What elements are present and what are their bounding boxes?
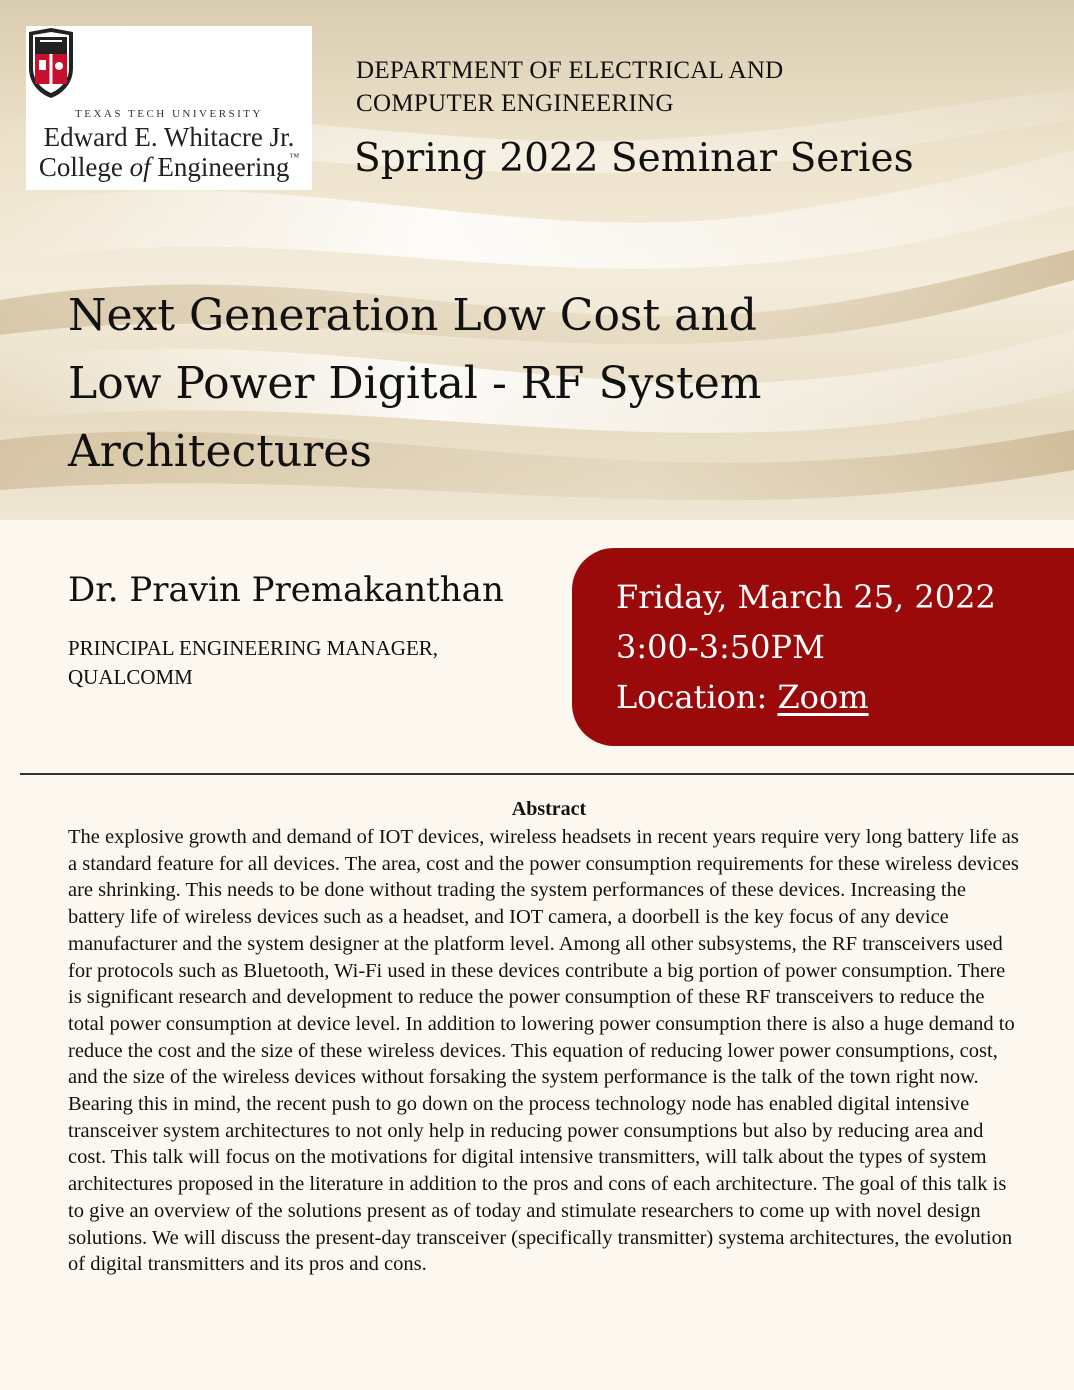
abstract-text: The explosive growth and demand of IOT devices, wireless headsets in recent years require very long battery life as a standard feature for all devices. The area, cost and the power consumption requirements for these wireless devices are shrinking. This needs to be done without trading the system performances of these devices. Increasing the battery life of wireless devices such as a headset, and IOT camera, a doorbell is the key focus of any device manufacturer and the system designer at the platform level. Among all other subsystems, the RF transceivers used for protocols such as Bluetooth, Wi-Fi used in these devices contribute a big portion of power consumption. There is significant research and development to reduce the power consumption of these RF transceivers to reduce the total power consumption at device level. In addition to lowering power consumption there is also a huge demand to reduce the cost and the size of these wireless devices. This equation of reducing lower power consumptions, cost, and the size of the wireless devices without forsaking the system performance is the talk of the town right now. Bearing this in mind, the recent push to go down on the process technology node has enabled digital intensive transceiver system architectures to not only help in reducing power consumptions but also by reducing area and cost. This talk will focus on the motivations for digital intensive transmitters, will talk about the types of system architectures proposed in the literature in addition to the pros and cons of each architecture. The goal of this talk is to give an overview of the solutions present as of today and stimulate researchers to come up with novel design solutions. We will discuss the present-day transceiver (specifically transmitter) systema architectures, the evolution of digital transmitters and its pros and cons. (68, 826, 1019, 1276)
event-details-box (572, 548, 1074, 746)
seminar-series-title: Spring 2022 Seminar Series (354, 136, 914, 181)
speaker-role: PRINCIPAL ENGINEERING MANAGER, QUALCOMM (68, 636, 439, 689)
event-time: 3:00-3:50PM (616, 628, 825, 666)
shield-icon (26, 26, 76, 100)
header-banner (0, 0, 1074, 520)
abstract-heading: Abstract (511, 798, 587, 820)
logo-college-subname: College of Engineering™ (38, 152, 300, 182)
logo-university-name: TEXAS TECH UNIVERSITY (75, 108, 263, 120)
department-name: DEPARTMENT OF ELECTRICAL AND COMPUTER ENGINEERING (356, 57, 784, 117)
divider (20, 773, 1074, 775)
event-date: Friday, March 25, 2022 (616, 578, 996, 616)
speaker-name: Dr. Pravin Premakanthan (68, 570, 504, 610)
college-logo (26, 26, 312, 190)
logo-college-name: Edward E. Whitacre Jr. (43, 122, 295, 152)
event-location: Location: Zoom (616, 678, 869, 716)
zoom-link[interactable]: Zoom (777, 678, 869, 716)
talk-title: Next Generation Low Cost and Low Power Digital - RF System Architectures (68, 290, 762, 477)
